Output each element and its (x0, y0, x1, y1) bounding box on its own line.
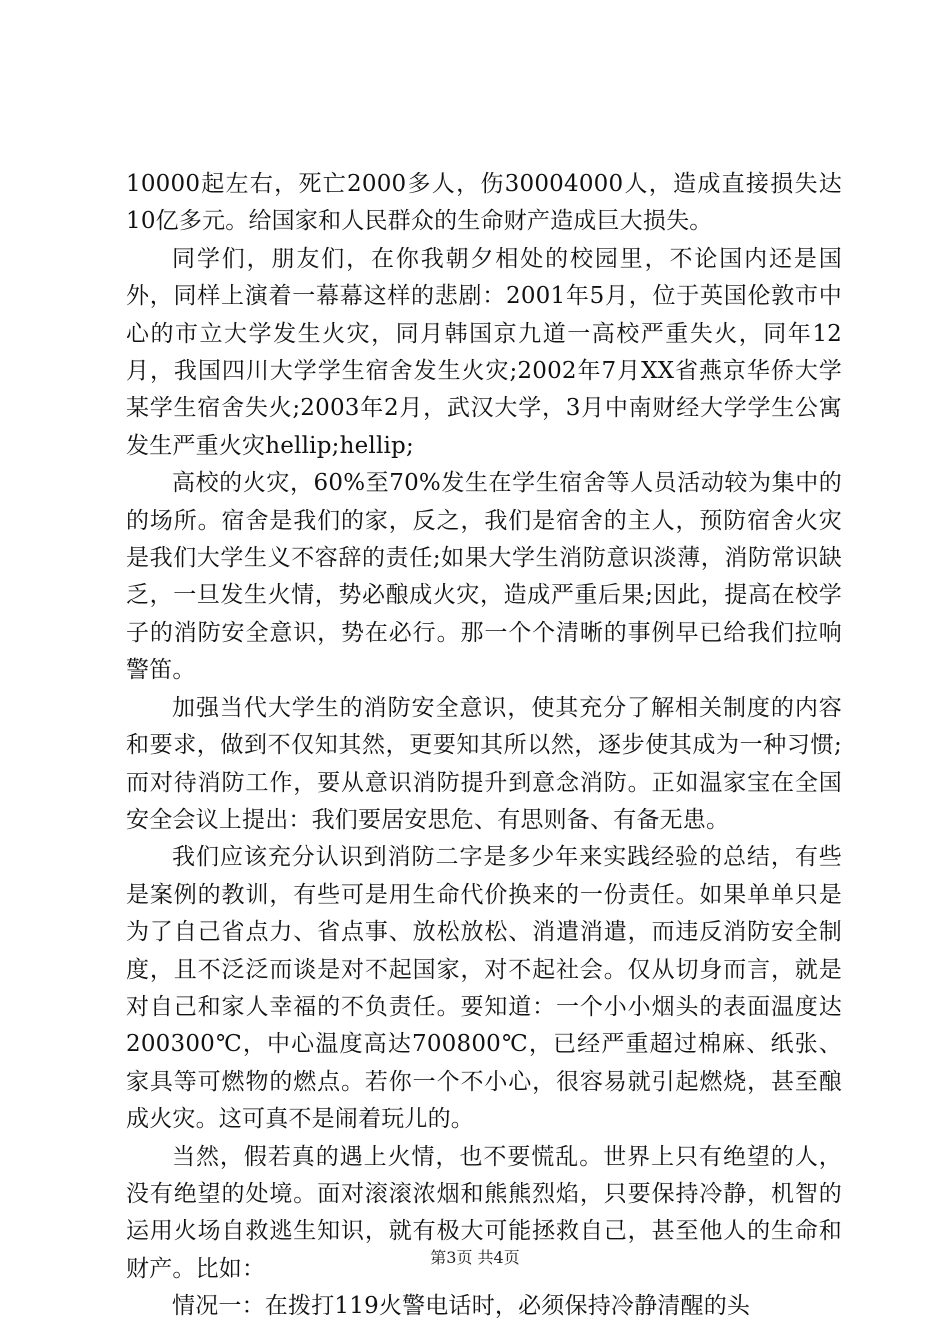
paragraph-stay-calm: 当然，假若真的遇上火情，也不要慌乱。世界上只有绝望的人，没有绝望的处境。面对滚滚浓烟和熊熊烈焰，只要保持冷静，机智的运用火场自救逃生知识，就有极大可能拯救自己，甚至他人的生命和财产。比如： (126, 1143, 842, 1282)
paragraph-continuation: 10000起左右，死亡2000多人，伤30004000人，造成直接损失达10亿多元。给国家和人民群众的生命财产造成巨大损失。 (126, 171, 842, 235)
page-footer: 第3页 共4页 (430, 1248, 520, 1267)
document-body (126, 166, 842, 1326)
paragraph-awareness: 加强当代大学生的消防安全意识，使其充分了解相关制度的内容和要求，做到不仅知其然，更要知其所以然，逐步使其成为一种习惯;而对待消防工作，要从意识消防提升到意念消防。正如温家宝在全国安全会议上提出：我们要居安思危、有思则备、有备无患。 (126, 694, 842, 833)
paragraph-situation-one: 情况一：在拨打119火警电话时，必须保持冷静清醒的头 (172, 1293, 751, 1320)
paragraph-responsibility: 我们应该充分认识到消防二字是多少年来实践经验的总结，有些是案例的教训，有些可是用生命代价换来的一份责任。如果单单只是为了自己省点力、省点事、放松放松、消遣消遣，而违反消防安全制度，且不泛泛而谈是对不起国家，对不起社会。仅从切身而言，就是对自己和家人幸福的不负责任。要知道：一个小小烟头的表面温度达200300℃，中心温度高达700800℃，已经严重超过棉麻、纸张、家具等可燃物的燃点。若你一个不小心，很容易就引起燃烧，甚至酿成火灾。这可真不是闹着玩儿的。 (126, 844, 842, 1133)
paragraph-campus-fires: 同学们，朋友们，在你我朝夕相处的校园里，不论国内还是国外，同样上演着一幕幕这样的悲剧：2001年5月，位于英国伦敦市中心的市立大学发生火灾，同月韩国京九道一高校严重失火，同年12月，我国四川大学学生宿舍发生火灾;2002年7月XX省燕京华侨大学某学生宿舍失火;2003年2月，武汉大学，3月中南财经大学学生公寓发生严重火灾hellip;hellip; (126, 245, 842, 459)
paragraph-dormitory-fires: 高校的火灾，60%至70%发生在学生宿舍等人员活动较为集中的的场所。宿舍是我们的家，反之，我们是宿舍的主人，预防宿舍火灾是我们大学生义不容辞的责任;如果大学生消防意识淡薄，消防常识缺乏，一旦发生火情，势必酿成火灾，造成严重后果;因此，提高在校学子的消防安全意识，势在必行。那一个个清晰的事例早已给我们拉响警笛。 (126, 470, 842, 684)
